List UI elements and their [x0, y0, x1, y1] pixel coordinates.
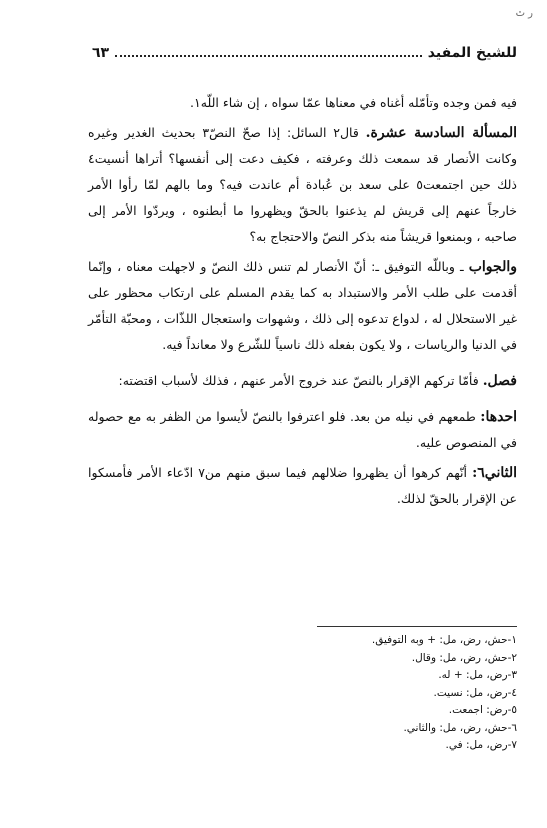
- paragraph-first-reason: [88, 404, 517, 456]
- paragraph-answer: [88, 254, 517, 358]
- running-header: [92, 45, 517, 61]
- paragraph-text: فيه فمن وجده وتأمّله أغناه في معناها عمّا سواه ، إن شاء اللّه١.: [190, 95, 517, 110]
- page-number: ٦٣: [92, 45, 110, 61]
- footnote: ٣-رض، مل: + له.: [438, 669, 517, 681]
- footnote-rule: [317, 626, 517, 627]
- paragraph-text: قال٢ السائل: إذا صحّ النصّ٣ بحديث الغدير وغيره وكانت الأنصار قد سمعت ذلك وعرفته ، فكيف دعت إلى أنفسها؟ أتراها أنسيت٤ ذلك حين اجتمعت٥ على سعد بن عُبادة أم عاندت فيه؟ وما بالهم لمّا رأوا الأمر خارجاً عنهم إلى قريش لم يذعنوا بالحقّ ويظهروا ما أبطنوه ، ويردّوا الأمر إلى صاحبه ، وبمنعوا قريشاً منه بذكر النصّ والاحتجاج به؟: [88, 125, 518, 244]
- footnote: ٥-رض: اجمعت.: [448, 704, 517, 716]
- footnote: ١-حش، رض، مل: + وبه التوفيق.: [371, 634, 517, 646]
- header-title: للشيخ المفيد: [427, 45, 517, 61]
- paragraph-question: [88, 120, 517, 250]
- corner-mark: ر ٿ: [515, 8, 533, 19]
- paragraph-lead: المسألة السادسة عشرة.: [365, 125, 518, 141]
- paragraph-lead: والجواب: [468, 259, 517, 275]
- footnote: ٦-حش، رض، مل: والثاني.: [403, 721, 517, 734]
- paragraph-lead: احدها:: [480, 409, 517, 425]
- paragraph-text: فأمّا تركهم الإقرار بالنصّ عند خروج الأمر عنهم ، فذلك لأسباب اقتضته:: [118, 373, 483, 388]
- main-text: [88, 90, 517, 516]
- paragraph-section: [88, 368, 517, 394]
- paragraph-lead: فصل.: [482, 373, 517, 389]
- footnotes-list: [88, 632, 517, 755]
- paragraph-lead: الثاني٦:: [472, 465, 517, 481]
- paragraph-text: طمعهم في نيله من بعد. فلو اعترفوا بالنصّ لأيسوا من الظفر به مع حصوله في المنصوص عليه.: [88, 409, 517, 450]
- footnote: ٤-رض، مل: نسيت.: [433, 686, 517, 699]
- footnote: ٢-حش، رض، مل: وقال.: [411, 651, 517, 664]
- footnote: ٧-رض، مل: في.: [445, 739, 517, 751]
- paragraph-intro: [88, 90, 517, 116]
- header-leader-dots: [115, 55, 422, 57]
- paragraph-text: أنّهم كرهوا أن يظهروا ضلالهم فيما سبق منهم من٧ ادّعاء الأمر فأمسكوا عن الإقرار بالحقّ لذلك.: [88, 465, 517, 506]
- paragraph-second-reason: [88, 460, 517, 512]
- paragraph-text: ـ وباللّه التوفيق ـ: أنّ الأنصار لم تنس ذلك النصّ و لاجهلت معناه ، وإنّما أقدمت على طلب الأمر والاستبداد به كما يقدم المسلم على ارتكاب محظور على غير الاستحلال له ، لدواع تدعوه إلى ذلك ، وشهوات واستعجال اللذّات ، ومحبّة التأمّر في الدنيا والرياسات ، ولا يكون بفعله ذلك ناسياً للشّرع ولا معانداً فيه.: [88, 259, 517, 352]
